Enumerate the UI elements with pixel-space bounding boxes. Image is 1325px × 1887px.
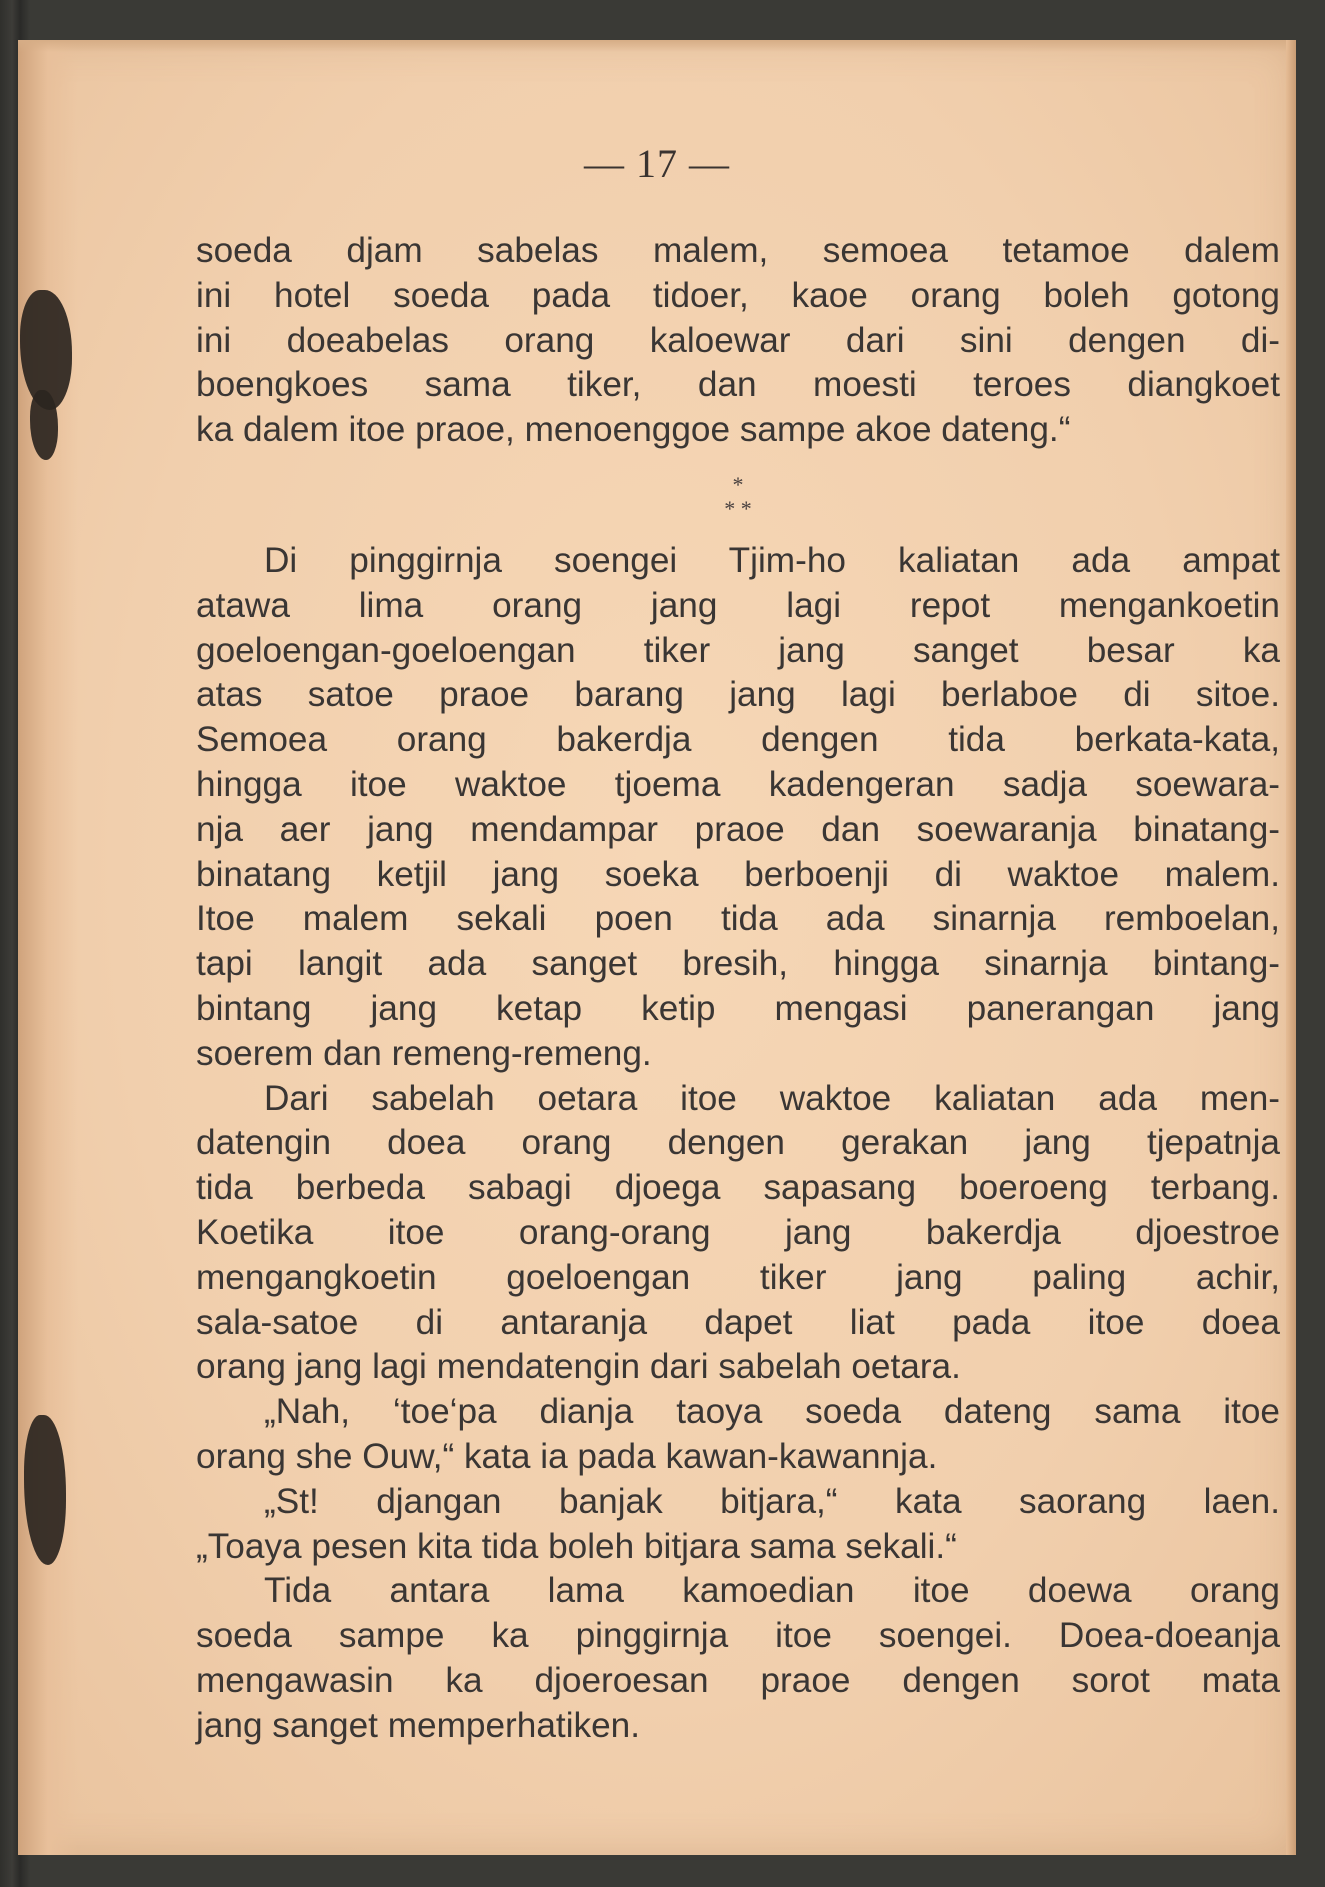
text-line: Itoe malem sekali poen tida ada sinarnja remboelan, (196, 899, 1280, 939)
text-line: mengawasin ka djoeroesan praoe dengen sorot mata (196, 1660, 1280, 1700)
text-line: goeloengan-goeloengan tiker jang sanget besar ka (196, 630, 1280, 670)
text-line: orang she Ouw,“ kata ia pada kawan-kawannja. (196, 1436, 938, 1476)
paragraph-before-break (196, 229, 1280, 453)
text-line: bintang jang ketap ketip mengasi panerangan jang (196, 988, 1280, 1028)
text-line: atawa lima orang jang lagi repot mengankoetin (196, 585, 1280, 625)
page-top-edge (18, 40, 1296, 52)
text-line: soeda sampe ka pinggirnja itoe soengei. Doea-doeanja (196, 1616, 1280, 1656)
body-text (196, 229, 1280, 1749)
text-line: boengkoes sama tiker, dan moesti teroes diangkoet (196, 365, 1280, 405)
text-line: Semoea orang bakerdja dengen tida berkata-kata, (196, 720, 1280, 760)
text-line: Tida antara lama kamoedian itoe doewa orang (264, 1571, 1280, 1611)
text-line: nja aer jang mendampar praoe dan soewaranja binatang- (196, 809, 1280, 849)
text-line: ini hotel soeda pada tidoer, kaoe orang boleh gotong (196, 275, 1280, 315)
text-line: tapi langit ada sanget bresih, hingga sinarnja bintang- (196, 944, 1280, 984)
text-line: atas satoe praoe barang jang lagi berlaboe di sitoe. (196, 675, 1280, 715)
text-line: ini doeabelas orang kaloewar dari sini dengen di- (196, 320, 1280, 360)
text-line: Koetika itoe orang-orang jang bakerdja djoestroe (196, 1212, 1280, 1252)
text-line: jang sanget memperhatiken. (196, 1705, 641, 1745)
text-line: datengin doea orang dengen gerakan jang tjepatnja (196, 1123, 1280, 1163)
text-line: tida berbeda sabagi djoega sapasang boeroeng terbang. (196, 1168, 1280, 1208)
paragraphs-after-break (196, 539, 1280, 1749)
section-break-top: * (732, 471, 744, 497)
text-line: „Nah, ‘toe‘pa dianja taoya soeda dateng sama itoe (264, 1392, 1280, 1432)
text-line: mengangkoetin goeloengan tiker jang paling achir, (196, 1257, 1280, 1297)
text-line: Di pinggirnja soengei Tjim-ho kaliatan ada ampat (264, 540, 1280, 580)
text-line: „Toaya pesen kita tida boleh bitjara sama sekali.“ (196, 1526, 957, 1566)
text-line: „St! djangan banjak bitjara,“ kata saorang laen. (264, 1481, 1280, 1521)
text-line: soeda djam sabelas malem, semoea tetamoe dalem (196, 231, 1280, 270)
text-line: hingga itoe waktoe tjoema kadengeran sadja soewara- (196, 764, 1280, 804)
page-right-edge (1286, 40, 1296, 1855)
text-line: binatang ketjil jang soeka berboenji di waktoe malem. (196, 854, 1280, 894)
text-line: orang jang lagi mendatengin dari sabelah oetara. (196, 1347, 961, 1387)
text-line: Dari sabelah oetara itoe waktoe kaliatan ada men- (264, 1078, 1280, 1118)
text-line: soerem dan remeng-remeng. (196, 1033, 652, 1073)
section-break-bottom: * * (724, 495, 752, 521)
text-line: sala-satoe di antaranja dapet liat pada itoe doea (196, 1302, 1280, 1342)
page-number: — 17 — (584, 141, 730, 186)
book-page (18, 40, 1296, 1855)
text-line: ka dalem itoe praoe, menoenggoe sampe akoe dateng.“ (196, 410, 1071, 450)
